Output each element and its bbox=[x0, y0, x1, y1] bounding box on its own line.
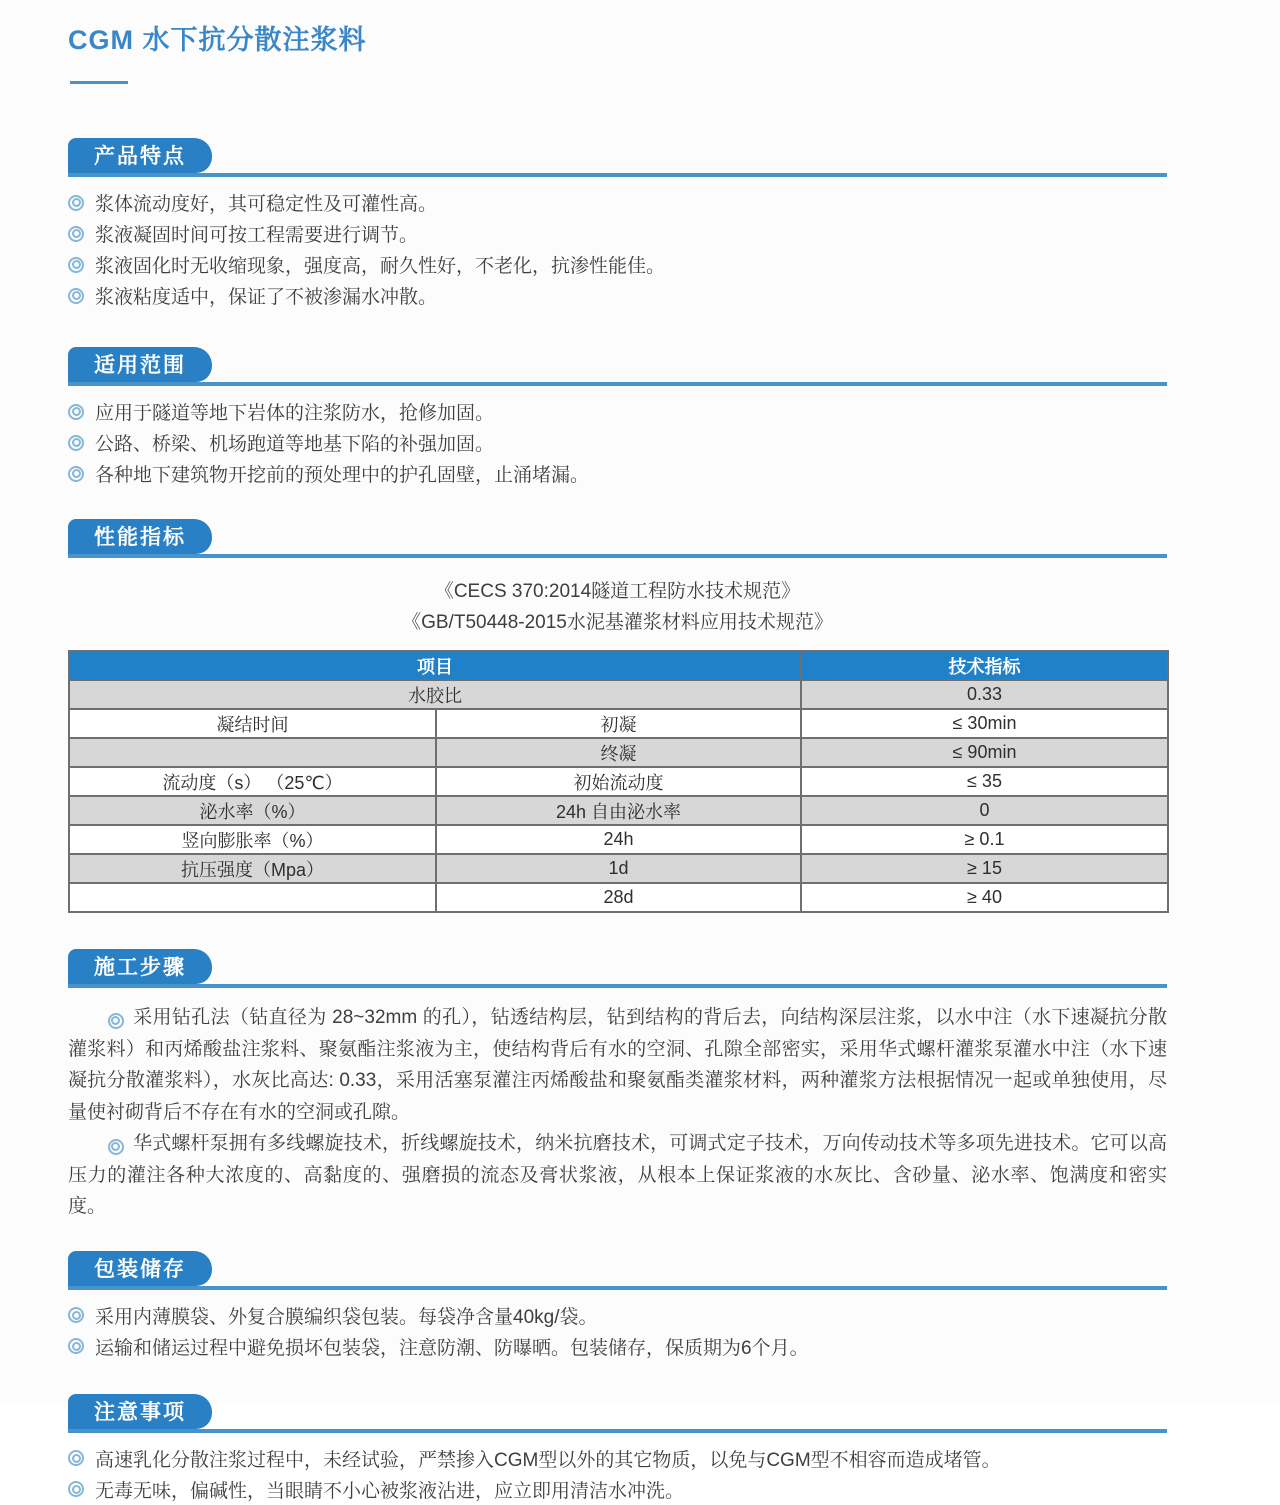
section-scope bbox=[68, 347, 1167, 489]
list-item-text: 采用内薄膜袋、外复合膜编织袋包装。每袋净含量40kg/袋。 bbox=[95, 1306, 598, 1328]
bullseye-icon bbox=[108, 1013, 124, 1029]
table-header-row bbox=[69, 651, 1168, 680]
title-underline bbox=[70, 81, 128, 84]
bullseye-icon bbox=[68, 257, 84, 273]
table-cell: ≥ 15 bbox=[801, 854, 1168, 883]
bullseye-icon bbox=[68, 435, 84, 451]
page-title: CGM 水下抗分散注浆料 bbox=[68, 25, 367, 55]
table-cell: ≤ 30min bbox=[801, 709, 1168, 738]
table-cell: ≥ 40 bbox=[801, 883, 1168, 912]
packaging-list bbox=[68, 1300, 1167, 1362]
list-item bbox=[68, 218, 1167, 249]
features-list bbox=[68, 187, 1167, 311]
section-tab-construction: 施工步骤 bbox=[68, 949, 212, 984]
section-header bbox=[68, 138, 1167, 177]
bullseye-icon bbox=[68, 1481, 84, 1497]
construction-paragraph bbox=[68, 1128, 1167, 1223]
bullseye-icon bbox=[68, 1307, 84, 1323]
table-cell: 0 bbox=[801, 796, 1168, 825]
list-item bbox=[68, 1331, 1167, 1362]
table-cell: 水胶比 bbox=[69, 680, 801, 709]
standard-reference: 《CECS 370:2014隧道工程防水技术规范》 bbox=[434, 581, 801, 602]
list-item bbox=[68, 187, 1167, 218]
list-item-text: 浆液凝固时间可按工程需要进行调节。 bbox=[95, 225, 419, 246]
section-header bbox=[68, 949, 1167, 988]
list-item-text: 无毒无味，偏碱性，当眼睛不小心被浆液沾进，应立即用清洁水冲洗。 bbox=[95, 1480, 685, 1502]
list-item-text: 运输和储运过程中避免损坏包装袋，注意防潮、防曝晒。包装储存，保质期为6个月。 bbox=[95, 1337, 809, 1359]
bullseye-icon bbox=[68, 466, 84, 482]
table-header-cell: 项目 bbox=[69, 651, 801, 680]
table-cell: 24h 自由泌水率 bbox=[436, 796, 801, 825]
list-item bbox=[68, 1443, 1167, 1474]
table-cell: 28d bbox=[436, 883, 801, 912]
section-packaging bbox=[68, 1251, 1167, 1362]
table-row bbox=[69, 796, 1168, 825]
construction-paragraph-text: 采用钻孔法（钻直径为 28~32mm 的孔），钻透结构层，钻到结构的背后去，向结构深层注浆，以水中注（水下速凝抗分散灌浆料）和丙烯酸盐注浆料、聚氨酯注浆液为主，使结构背后有水的空洞、孔隙全部密实，采用华式螺杆灌浆泵灌水中注（水下速凝抗分散灌浆料），水灰比高达: 0.33，采用活塞泵灌注丙烯酸盐和聚氨酯类灌浆材料，两种灌浆方法根据情况一起或单独使用，尽量使衬砌背后不存在有水的空洞或孔隙。 bbox=[68, 1007, 1167, 1123]
list-item-text: 浆液粘度适中，保证了不被渗漏水冲散。 bbox=[95, 287, 438, 308]
standard-reference: 《GB/T50448-2015水泥基灌浆材料应用技术规范》 bbox=[402, 612, 833, 633]
table-cell: 流动度（s） （25℃） bbox=[69, 767, 436, 796]
bullseye-icon bbox=[68, 1450, 84, 1466]
scope-list bbox=[68, 396, 1167, 489]
bullseye-icon bbox=[108, 1139, 124, 1155]
list-item-text: 各种地下建筑物开挖前的预处理中的护孔固壁，止涌堵漏。 bbox=[95, 465, 590, 486]
table-cell: 凝结时间 bbox=[69, 709, 436, 738]
table-cell: 初凝 bbox=[436, 709, 801, 738]
list-item-text: 浆体流动度好，其可稳定性及可灌性高。 bbox=[95, 194, 438, 215]
construction-paragraphs bbox=[68, 1002, 1167, 1223]
section-header bbox=[68, 1394, 1167, 1433]
section-notes bbox=[68, 1394, 1167, 1505]
table-cell: 初始流动度 bbox=[436, 767, 801, 796]
table-cell: 0.33 bbox=[801, 680, 1168, 709]
list-item bbox=[68, 1300, 1167, 1331]
bullseye-icon bbox=[68, 195, 84, 211]
table-cell: ≥ 0.1 bbox=[801, 825, 1168, 854]
list-item bbox=[68, 396, 1167, 427]
table-cell: 终凝 bbox=[436, 738, 801, 767]
list-item bbox=[68, 427, 1167, 458]
section-tab-scope: 适用范围 bbox=[68, 347, 212, 382]
table-cell bbox=[69, 738, 436, 767]
section-header bbox=[68, 347, 1167, 386]
list-item bbox=[68, 280, 1167, 311]
table-row bbox=[69, 680, 1168, 709]
section-tab-notes: 注意事项 bbox=[68, 1394, 212, 1429]
section-tab-packaging: 包装储存 bbox=[68, 1251, 212, 1286]
bullseye-icon bbox=[68, 226, 84, 242]
table-row bbox=[69, 709, 1168, 738]
construction-paragraph-text: 华式螺杆泵拥有多线螺旋技术，折线螺旋技术，纳米抗磨技术，可调式定子技术，万向传动技术等多项先进技术。它可以高压力的灌注各种大浓度的、高黏度的、强磨损的流态及膏状浆液，从根本上保证浆液的水灰比、含砂量、泌水率、饱满度和密实度。 bbox=[68, 1133, 1167, 1217]
section-tab-features: 产品特点 bbox=[68, 138, 212, 173]
list-item-text: 浆液固化时无收缩现象，强度高，耐久性好，不老化，抗渗性能佳。 bbox=[95, 256, 666, 277]
table-header-cell: 技术指标 bbox=[801, 651, 1168, 680]
list-item-text: 高速乳化分散注浆过程中，未经试验，严禁掺入CGM型以外的其它物质，以免与CGM型不相容而造成堵管。 bbox=[95, 1449, 1001, 1471]
list-item bbox=[68, 1474, 1167, 1505]
list-item bbox=[68, 249, 1167, 280]
table-row bbox=[69, 738, 1168, 767]
table-cell: 泌水率（%） bbox=[69, 796, 436, 825]
section-header bbox=[68, 1251, 1167, 1290]
table-row bbox=[69, 767, 1168, 796]
bullseye-icon bbox=[68, 288, 84, 304]
construction-paragraph bbox=[68, 1002, 1167, 1128]
notes-list bbox=[68, 1443, 1167, 1505]
table-cell bbox=[69, 883, 436, 912]
table-cell: 竖向膨胀率（%） bbox=[69, 825, 436, 854]
section-features bbox=[68, 138, 1167, 311]
list-item-text: 应用于隧道等地下岩体的注浆防水，抢修加固。 bbox=[95, 403, 495, 424]
table-row bbox=[69, 883, 1168, 912]
bullseye-icon bbox=[68, 404, 84, 420]
table-cell: 1d bbox=[436, 854, 801, 883]
table-row bbox=[69, 825, 1168, 854]
section-construction bbox=[68, 949, 1167, 1223]
section-performance bbox=[68, 519, 1167, 913]
performance-table bbox=[68, 650, 1169, 913]
table-cell: ≤ 90min bbox=[801, 738, 1168, 767]
table-row bbox=[69, 854, 1168, 883]
section-tab-performance: 性能指标 bbox=[68, 519, 212, 554]
section-header bbox=[68, 519, 1167, 558]
table-cell: 抗压强度（Mpa） bbox=[69, 854, 436, 883]
table-cell: 24h bbox=[436, 825, 801, 854]
list-item-text: 公路、桥梁、机场跑道等地基下陷的补强加固。 bbox=[95, 434, 495, 455]
standards-references bbox=[68, 576, 1167, 638]
list-item bbox=[68, 458, 1167, 489]
table-cell: ≤ 35 bbox=[801, 767, 1168, 796]
bullseye-icon bbox=[68, 1338, 84, 1354]
